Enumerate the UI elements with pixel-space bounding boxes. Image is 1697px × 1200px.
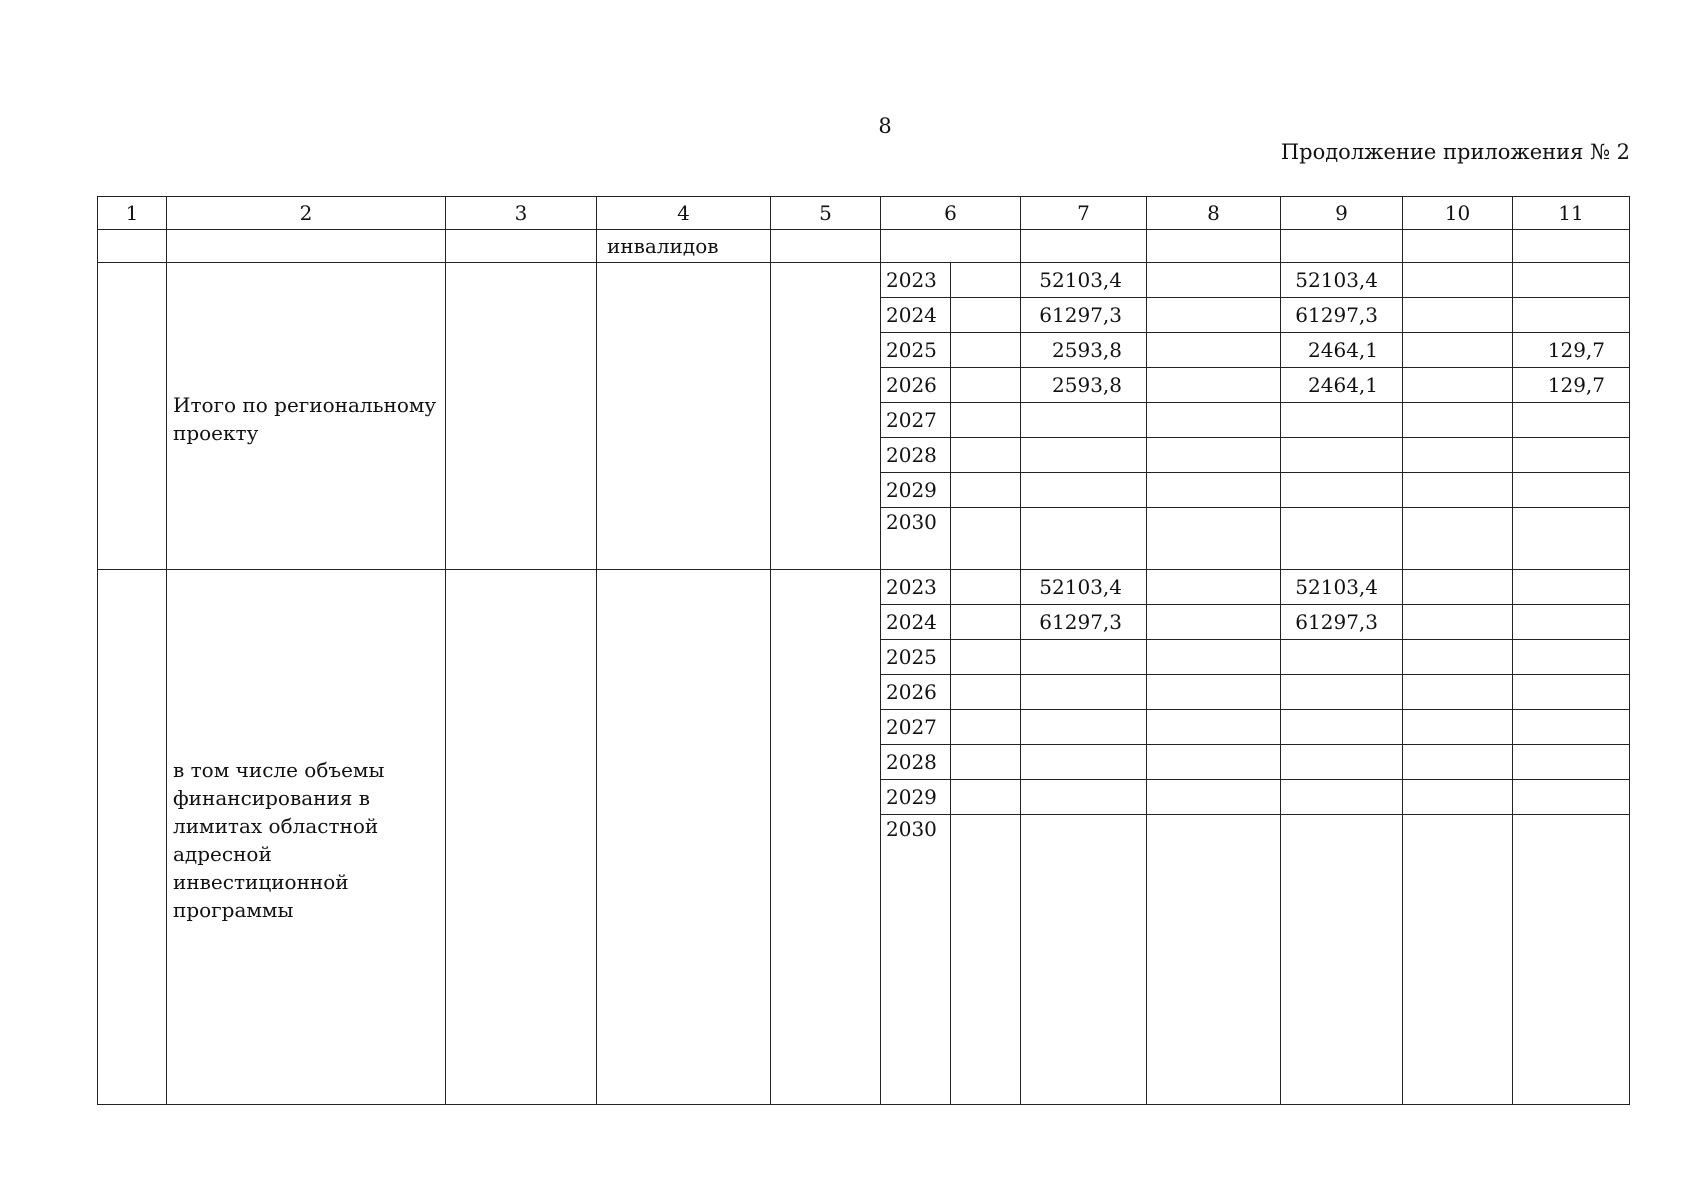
year-cell: 2027 xyxy=(881,710,951,745)
year-cell: 2030 xyxy=(881,815,951,1105)
section-label: Итого по региональному проекту xyxy=(167,263,446,570)
cell-col6b xyxy=(951,438,1021,473)
value-col11 xyxy=(1513,508,1630,570)
year-cell: 2029 xyxy=(881,473,951,508)
value-col8 xyxy=(1147,710,1281,745)
cell-col6b xyxy=(951,675,1021,710)
value-col8 xyxy=(1147,508,1281,570)
continued-cell-col4: инвалидов xyxy=(597,230,771,263)
value-col9: 2464,1 xyxy=(1281,333,1403,368)
value-col9 xyxy=(1281,710,1403,745)
value-col8 xyxy=(1147,780,1281,815)
year-cell: 2030 xyxy=(881,508,951,570)
value-col7 xyxy=(1021,508,1147,570)
col-header-3: 3 xyxy=(446,197,597,230)
value-col7: 61297,3 xyxy=(1021,298,1147,333)
value-col8 xyxy=(1147,640,1281,675)
value-col7 xyxy=(1021,675,1147,710)
year-cell: 2028 xyxy=(881,745,951,780)
value-col7 xyxy=(1021,403,1147,438)
cell-col1 xyxy=(98,263,167,570)
col-header-5: 5 xyxy=(771,197,881,230)
value-col10 xyxy=(1403,640,1513,675)
cell-col6b xyxy=(951,640,1021,675)
value-col10 xyxy=(1403,605,1513,640)
value-col8 xyxy=(1147,605,1281,640)
value-col8 xyxy=(1147,368,1281,403)
cell-col3 xyxy=(446,570,597,1105)
cell-col6b xyxy=(951,263,1021,298)
value-col7 xyxy=(1021,710,1147,745)
value-col11 xyxy=(1513,403,1630,438)
value-col10 xyxy=(1403,368,1513,403)
value-col9: 61297,3 xyxy=(1281,605,1403,640)
value-col10 xyxy=(1403,403,1513,438)
year-cell: 2025 xyxy=(881,640,951,675)
cell-col6b xyxy=(951,333,1021,368)
col-header-2: 2 xyxy=(167,197,446,230)
page-number: 8 xyxy=(878,114,892,138)
value-col9 xyxy=(1281,508,1403,570)
cell-col6b xyxy=(951,403,1021,438)
value-col9 xyxy=(1281,745,1403,780)
value-col9: 61297,3 xyxy=(1281,298,1403,333)
value-col7: 61297,3 xyxy=(1021,605,1147,640)
value-col11 xyxy=(1513,640,1630,675)
cell-col6b xyxy=(951,368,1021,403)
value-col11 xyxy=(1513,473,1630,508)
value-col11 xyxy=(1513,438,1630,473)
value-col7 xyxy=(1021,815,1147,1105)
value-col9 xyxy=(1281,780,1403,815)
value-col10 xyxy=(1403,438,1513,473)
section-label: в том числе объемы финансирования в лимитах областной адресной инвестиционной программы xyxy=(167,570,446,1105)
value-col8 xyxy=(1147,263,1281,298)
value-col8 xyxy=(1147,333,1281,368)
col-header-9: 9 xyxy=(1281,197,1403,230)
value-col11 xyxy=(1513,815,1630,1105)
value-col9: 2464,1 xyxy=(1281,368,1403,403)
value-col7 xyxy=(1021,780,1147,815)
col-header-10: 10 xyxy=(1403,197,1513,230)
value-col7: 2593,8 xyxy=(1021,368,1147,403)
col-header-11: 11 xyxy=(1513,197,1630,230)
value-col10 xyxy=(1403,570,1513,605)
column-number-row xyxy=(98,197,1630,230)
year-cell: 2027 xyxy=(881,403,951,438)
cell-col6b xyxy=(951,605,1021,640)
value-col11 xyxy=(1513,710,1630,745)
year-cell: 2023 xyxy=(881,570,951,605)
col-header-4: 4 xyxy=(597,197,771,230)
cell-col6b xyxy=(951,473,1021,508)
col-header-7: 7 xyxy=(1021,197,1147,230)
cell-col6b xyxy=(951,570,1021,605)
cell-col6b xyxy=(951,508,1021,570)
value-col10 xyxy=(1403,263,1513,298)
value-col8 xyxy=(1147,403,1281,438)
cell-col5 xyxy=(771,263,881,570)
value-col10 xyxy=(1403,780,1513,815)
value-col9 xyxy=(1281,438,1403,473)
value-col10 xyxy=(1403,298,1513,333)
cell-col6b xyxy=(951,298,1021,333)
value-col10 xyxy=(1403,745,1513,780)
financing-table xyxy=(97,196,1630,1105)
year-cell: 2026 xyxy=(881,675,951,710)
cell-col6b xyxy=(951,745,1021,780)
year-cell: 2028 xyxy=(881,438,951,473)
value-col7 xyxy=(1021,640,1147,675)
value-col8 xyxy=(1147,473,1281,508)
value-col10 xyxy=(1403,333,1513,368)
value-col11 xyxy=(1513,263,1630,298)
year-cell: 2025 xyxy=(881,333,951,368)
table-row xyxy=(98,263,1630,298)
value-col11: 129,7 xyxy=(1513,333,1630,368)
value-col8 xyxy=(1147,675,1281,710)
year-cell: 2024 xyxy=(881,605,951,640)
value-col7: 52103,4 xyxy=(1021,263,1147,298)
value-col11 xyxy=(1513,605,1630,640)
cell-col6b xyxy=(951,710,1021,745)
col-header-6: 6 xyxy=(881,197,1021,230)
cell-col4 xyxy=(597,570,771,1105)
value-col7 xyxy=(1021,438,1147,473)
value-col10 xyxy=(1403,675,1513,710)
value-col7 xyxy=(1021,473,1147,508)
cell-col1 xyxy=(98,570,167,1105)
value-col9 xyxy=(1281,473,1403,508)
value-col9: 52103,4 xyxy=(1281,570,1403,605)
value-col9 xyxy=(1281,675,1403,710)
value-col10 xyxy=(1403,710,1513,745)
year-cell: 2023 xyxy=(881,263,951,298)
value-col11 xyxy=(1513,675,1630,710)
value-col7: 2593,8 xyxy=(1021,333,1147,368)
value-col10 xyxy=(1403,473,1513,508)
value-col7: 52103,4 xyxy=(1021,570,1147,605)
value-col8 xyxy=(1147,815,1281,1105)
value-col8 xyxy=(1147,745,1281,780)
cell-col6b xyxy=(951,815,1021,1105)
value-col9 xyxy=(1281,640,1403,675)
value-col8 xyxy=(1147,298,1281,333)
table-row xyxy=(98,570,1630,605)
value-col7 xyxy=(1021,745,1147,780)
continued-row xyxy=(98,230,1630,263)
cell-col4 xyxy=(597,263,771,570)
continuation-note: Продолжение приложения № 2 xyxy=(1280,140,1630,164)
value-col11 xyxy=(1513,570,1630,605)
year-cell: 2026 xyxy=(881,368,951,403)
value-col11 xyxy=(1513,745,1630,780)
value-col11 xyxy=(1513,298,1630,333)
cell-col6b xyxy=(951,780,1021,815)
value-col10 xyxy=(1403,815,1513,1105)
value-col9 xyxy=(1281,815,1403,1105)
value-col11 xyxy=(1513,780,1630,815)
value-col9: 52103,4 xyxy=(1281,263,1403,298)
value-col8 xyxy=(1147,570,1281,605)
value-col8 xyxy=(1147,438,1281,473)
col-header-1: 1 xyxy=(98,197,167,230)
year-cell: 2024 xyxy=(881,298,951,333)
col-header-8: 8 xyxy=(1147,197,1281,230)
value-col9 xyxy=(1281,403,1403,438)
value-col11: 129,7 xyxy=(1513,368,1630,403)
value-col10 xyxy=(1403,508,1513,570)
cell-col3 xyxy=(446,263,597,570)
year-cell: 2029 xyxy=(881,780,951,815)
cell-col5 xyxy=(771,570,881,1105)
